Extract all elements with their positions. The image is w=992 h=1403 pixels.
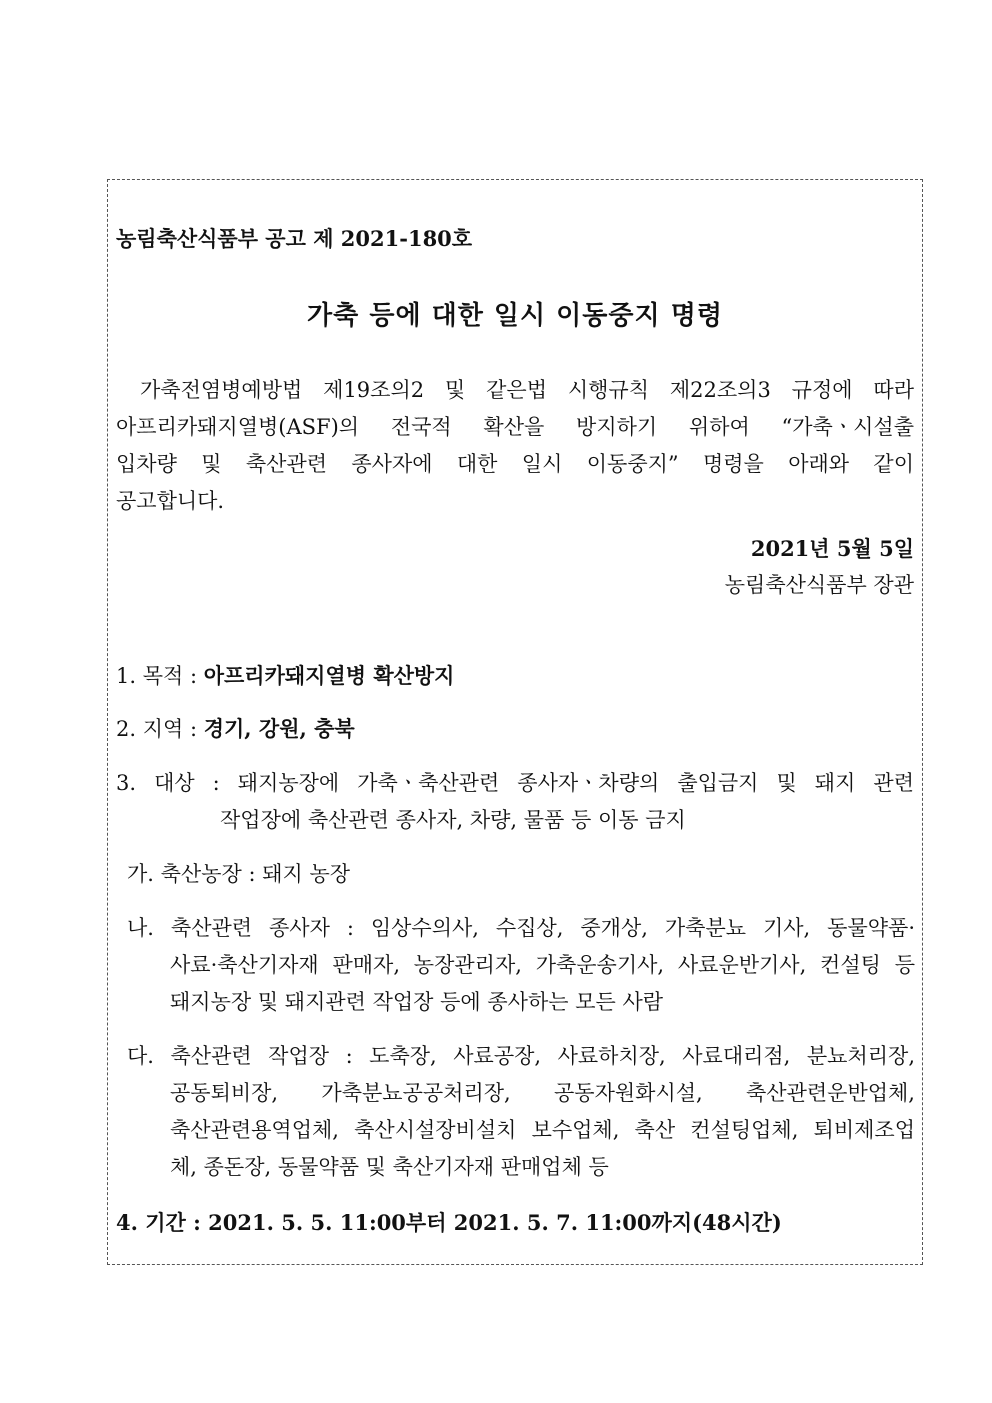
item-purpose [116,665,454,687]
intro-line-1: 가축전염병예방법 제19조의2 및 같은법 시행규칙 제22조의3 규정에 따라 [140,378,914,402]
item-target-line-2: 작업장에 축산관련 종사자, 차량, 물품 등 이동 금지 [220,808,686,832]
subitem-na-line-3: 돼지농장 및 돼지관련 작업장 등에 종사하는 모든 사람 [170,990,664,1014]
item-region-label: 2. 지역 : [116,717,204,741]
item-period: 4. 기간 : 2021. 5. 5. 11:00부터 2021. 5. 7. 11:00까지(48시간) [116,1210,782,1235]
intro-line-3: 입차량 및 축산관련 종사자에 대한 일시 이동중지” 명령을 아래와 같이 [116,452,914,476]
notice-date: 2021년 5월 5일 [750,536,914,561]
subitem-da-line-1: 다. 축산관련 작업장 : 도축장, 사료공장, 사료하치장, 사료대리점, 분뇨처리장, [127,1044,915,1068]
intro-line-4: 공고합니다. [116,489,225,513]
subitem-da-line-4: 체, 종돈장, 동물약품 및 축산기자재 판매업체 등 [170,1155,609,1179]
subitem-da-line-2: 공동퇴비장, 가축분뇨공공처리장, 공동자원화시설, 축산관련운반업체, [170,1081,915,1105]
subitem-ga: 가. 축산농장 : 돼지 농장 [127,862,351,886]
item-purpose-label: 1. 목적 : [116,664,204,688]
page-title: 가축 등에 대한 일시 이동중지 명령 [307,301,723,331]
issuer: 농림축산식품부 장관 [724,573,914,597]
subitem-na-line-2: 사료·축산기자재 판매자, 농장관리자, 가축운송기사, 사료운반기사, 컨설팅 등 [170,953,915,977]
intro-line-2: 아프리카돼지열병(ASF)의 전국적 확산을 방지하기 위하여 “가축ㆍ시설출 [116,415,914,439]
subitem-na-line-1: 나. 축산관련 종사자 : 임상수의사, 수집상, 중개상, 가축분뇨 기사, 동물약품· [127,916,915,940]
item-purpose-value: 아프리카돼지열병 확산방지 [203,663,455,688]
item-region-value: 경기, 강원, 충북 [203,716,355,741]
item-region [116,718,355,740]
notice-number: 농림축산식품부 공고 제 2021-180호 [116,226,473,251]
subitem-da-line-3: 축산관련용역업체, 축산시설장비설치 보수업체, 축산 컨설팅업체, 퇴비제조업 [170,1118,915,1142]
item-target-line-1: 3. 대상 : 돼지농장에 가축ㆍ축산관련 종사자ㆍ차량의 출입금지 및 돼지 관련 [116,771,914,795]
